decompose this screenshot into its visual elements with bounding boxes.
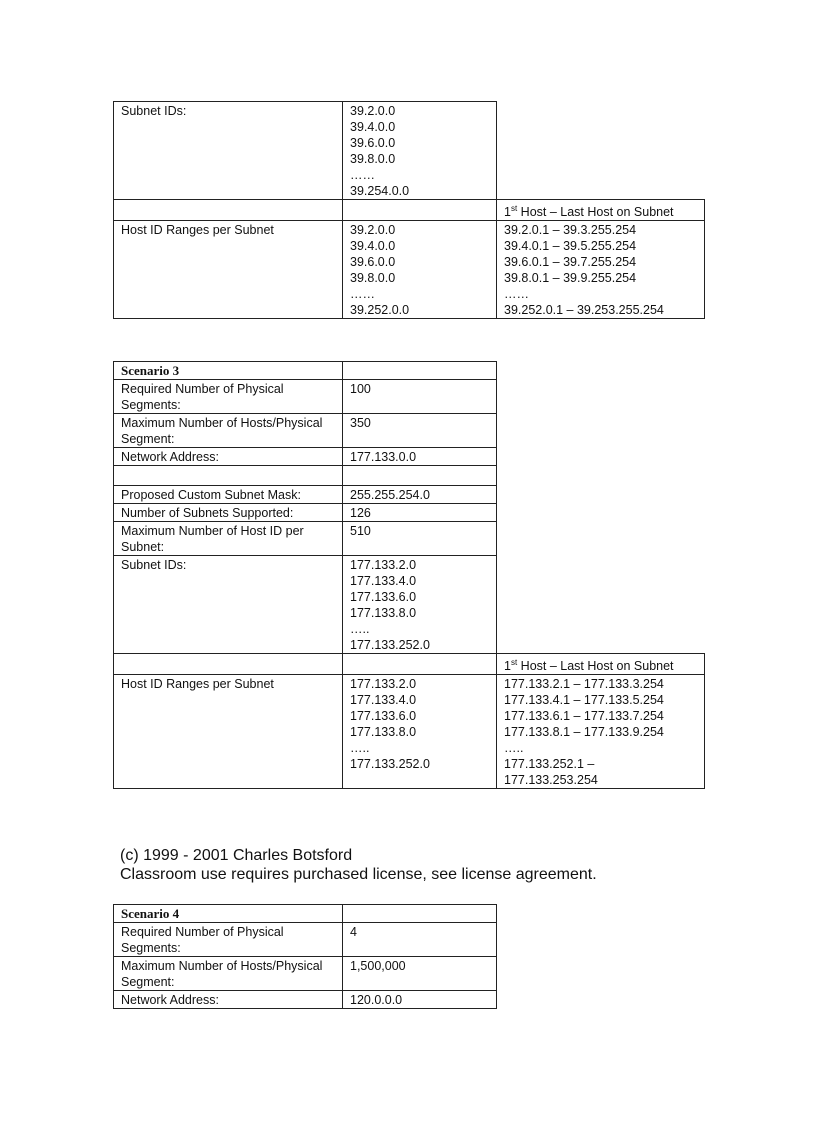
row-value: 350 bbox=[343, 414, 497, 448]
list-item: 177.133.252.0 bbox=[350, 638, 430, 652]
list-item: 39.4.0.0 bbox=[350, 239, 396, 254]
host-ranges-list bbox=[497, 221, 705, 319]
list-item: 39.4.0.1 – 39.5.255.254 bbox=[504, 239, 637, 254]
subnet-ids-label: Subnet IDs: bbox=[114, 556, 343, 654]
row-label: Maximum Number of Hosts/Physical Segment: bbox=[114, 414, 343, 448]
host-ranges-label: Host ID Ranges per Subnet bbox=[114, 221, 343, 319]
scenario-4-table bbox=[113, 904, 497, 1009]
list-item: 39.2.0.1 – 39.3.255.254 bbox=[504, 223, 637, 238]
list-item: 177.133.6.1 – 177.133.7.254 bbox=[504, 709, 664, 724]
table-row bbox=[114, 923, 497, 957]
list-item: 39.8.0.0 bbox=[350, 271, 396, 286]
list-item: 177.133.2.0 bbox=[350, 558, 417, 572]
list-item: 177.133.253.254 bbox=[504, 773, 598, 788]
subnet-ids-label: Subnet IDs: bbox=[114, 102, 343, 200]
row-label: Network Address: bbox=[114, 991, 343, 1009]
table-row bbox=[114, 466, 705, 486]
row-label: Required Number of Physical Segments: bbox=[114, 923, 343, 957]
host-ranges-list bbox=[497, 675, 705, 789]
table-row bbox=[114, 991, 497, 1009]
row-label: Proposed Custom Subnet Mask: bbox=[114, 486, 343, 504]
scenario-2-continuation-table bbox=[113, 101, 705, 319]
list-item: 39.252.0.1 – 39.253.255.254 bbox=[504, 303, 664, 318]
scenario-3-table bbox=[113, 361, 705, 789]
list-item: 177.133.2.1 – 177.133.3.254 bbox=[504, 677, 664, 692]
list-item: 177.133.4.0 bbox=[350, 693, 417, 708]
range-header: 1st Host – Last Host on Subnet bbox=[497, 654, 705, 675]
list-item: 177.133.8.0 bbox=[350, 606, 417, 620]
host-ranges-label: Host ID Ranges per Subnet bbox=[114, 675, 343, 789]
row-label: Maximum Number of Hosts/Physical Segment: bbox=[114, 957, 343, 991]
list-item: 177.133.6.0 bbox=[350, 709, 417, 724]
scenario-title: Scenario 3 bbox=[114, 362, 343, 380]
row-value: 255.255.254.0 bbox=[343, 486, 497, 504]
table-row bbox=[114, 504, 705, 522]
row-label: Maximum Number of Host ID per Subnet: bbox=[114, 522, 343, 556]
table-row bbox=[114, 102, 705, 200]
list-item: 177.133.8.1 – 177.133.9.254 bbox=[504, 725, 664, 740]
table-row bbox=[114, 522, 705, 556]
scenario-title: Scenario 4 bbox=[114, 905, 343, 923]
list-item: 177.133.6.0 bbox=[350, 590, 417, 604]
list-item: …… bbox=[350, 168, 375, 182]
row-value: 100 bbox=[343, 380, 497, 414]
table-row bbox=[114, 654, 705, 675]
row-label: Network Address: bbox=[114, 448, 343, 466]
list-item: 177.133.252.1 – bbox=[504, 757, 595, 772]
row-value: 4 bbox=[343, 923, 497, 957]
list-item: 39.8.0.1 – 39.9.255.254 bbox=[504, 271, 637, 286]
table-row bbox=[114, 556, 705, 654]
row-label: Required Number of Physical Segments: bbox=[114, 380, 343, 414]
row-value: 1,500,000 bbox=[343, 957, 497, 991]
list-item: 39.254.0.0 bbox=[350, 184, 410, 198]
row-label bbox=[114, 466, 343, 486]
row-value: 510 bbox=[343, 522, 497, 556]
list-item: 39.6.0.1 – 39.7.255.254 bbox=[504, 255, 637, 270]
list-item: 39.8.0.0 bbox=[350, 152, 396, 166]
table-row bbox=[114, 380, 705, 414]
list-item: ….. bbox=[350, 622, 370, 636]
list-item: 39.6.0.0 bbox=[350, 136, 396, 150]
row-label: Number of Subnets Supported: bbox=[114, 504, 343, 522]
table-row bbox=[114, 905, 497, 923]
row-value bbox=[343, 466, 497, 486]
list-item: …… bbox=[350, 287, 375, 302]
table-row bbox=[114, 957, 497, 991]
table-row bbox=[114, 221, 705, 319]
subnet-ids-list bbox=[343, 102, 497, 200]
copyright-text: (c) 1999 - 2001 Charles Botsford bbox=[120, 847, 353, 864]
list-item: 177.133.252.0 bbox=[350, 757, 430, 772]
list-item: 177.133.4.1 – 177.133.5.254 bbox=[504, 693, 664, 708]
row-value: 126 bbox=[343, 504, 497, 522]
list-item: …… bbox=[504, 287, 529, 302]
list-item: 39.4.0.0 bbox=[350, 120, 396, 134]
list-item: ….. bbox=[504, 741, 524, 756]
list-item: 177.133.2.0 bbox=[350, 677, 417, 692]
host-subnets-list bbox=[343, 221, 497, 319]
table-row bbox=[114, 414, 705, 448]
row-value: 120.0.0.0 bbox=[343, 991, 497, 1009]
host-subnets-list bbox=[343, 675, 497, 789]
table-row bbox=[114, 200, 705, 221]
list-item: 39.2.0.0 bbox=[350, 223, 396, 238]
row-value: 177.133.0.0 bbox=[343, 448, 497, 466]
table-row bbox=[114, 486, 705, 504]
table-row bbox=[114, 448, 705, 466]
table-row bbox=[114, 362, 705, 380]
license-text: Classroom use requires purchased license, see license agreement. bbox=[120, 866, 597, 883]
list-item: 39.2.0.0 bbox=[350, 104, 396, 118]
list-item: 39.6.0.0 bbox=[350, 255, 396, 270]
range-header: 1st Host – Last Host on Subnet bbox=[497, 200, 705, 221]
list-item: 177.133.8.0 bbox=[350, 725, 417, 740]
subnet-ids-list bbox=[343, 556, 497, 654]
list-item: 177.133.4.0 bbox=[350, 574, 417, 588]
list-item: 39.252.0.0 bbox=[350, 303, 410, 318]
copyright-footer bbox=[120, 846, 597, 884]
table-row bbox=[114, 675, 705, 789]
list-item: ….. bbox=[350, 741, 370, 756]
